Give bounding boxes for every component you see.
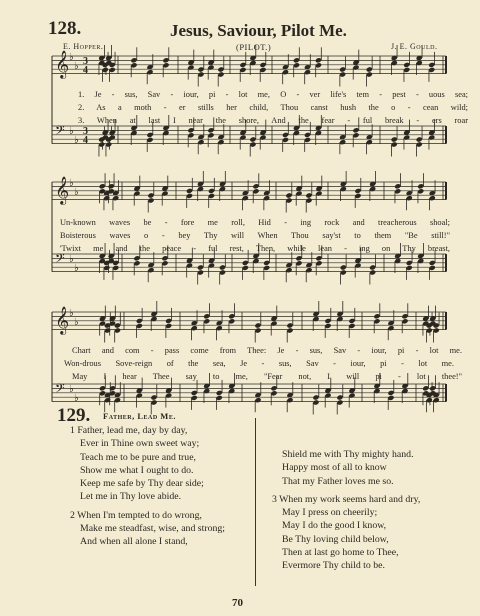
stanza-line: 1 Father, lead me, day by day, xyxy=(70,425,188,436)
bass-clef-icon: 𝄢 xyxy=(55,123,65,141)
author-credit: E. Hopper. xyxy=(63,42,104,51)
bass-clef-icon: 𝄢 xyxy=(55,381,65,399)
stanza-line: Happy most of all to know xyxy=(282,462,387,474)
time-signature: 3 xyxy=(83,56,88,67)
flat-icon: ♭ xyxy=(69,52,74,63)
lyric-line: Boisterous waves o - bey Thy will When Thou say'st to them "Be still!" xyxy=(60,231,450,240)
column-divider xyxy=(255,418,256,586)
stanza-line: Show me what I ought to do. xyxy=(80,464,194,476)
stanza-line: 2 When I'm tempted to do wrong, xyxy=(70,509,202,521)
flat-icon: ♭ xyxy=(69,254,74,265)
flat-icon: ♭ xyxy=(74,317,79,328)
hymn-129-left-column xyxy=(70,424,225,549)
treble-clef-icon: 𝄞 xyxy=(55,176,70,204)
stanza-line: Make me steadfast, wise, and strong; xyxy=(80,523,226,535)
lyric-line: 2. As a moth - er stills her child, Thou canst hush the o - cean wild; xyxy=(78,103,468,112)
stanza-line: Then at last go home to Thee, xyxy=(282,547,399,559)
hymn-129-number: 129. xyxy=(57,405,91,426)
treble-clef-icon: 𝄞 xyxy=(55,306,70,334)
flat-icon: ♭ xyxy=(69,178,74,189)
treble-clef-icon: 𝄞 xyxy=(55,50,70,78)
stanza-line: That my Father loves me so. xyxy=(282,475,394,487)
lyric-line: 'Twixt me and the peace - ful rest, Then, while lean - ing on Thy breast, xyxy=(60,244,450,253)
flat-icon: ♭ xyxy=(74,393,79,404)
lyric-line: 3. When at last I near the shore, And the fear - ful break - ers roar xyxy=(78,116,468,125)
stanza-line: Let me in Thy love abide. xyxy=(80,491,182,503)
time-signature: 4 xyxy=(83,135,88,146)
stanza-line: 3 When my work seems hard and dry, xyxy=(272,493,421,505)
stanza-line: Teach me to be pure and true, xyxy=(80,451,197,463)
flat-icon: ♭ xyxy=(74,135,79,146)
tune-name: (PILOT.) xyxy=(236,42,272,52)
hymn-129-title: Father, Lead Me. xyxy=(103,411,176,421)
composer-credit: J. E. Gould. xyxy=(391,42,438,51)
stanza-line: Evermore Thy child to be. xyxy=(282,560,385,572)
lyric-line: May I hear Thee say to me, "Fear not, I will pi - lot thee!" xyxy=(72,372,462,381)
lyric-line: Un-known waves be - fore me roll, Hid - ing rock and treacherous shoal; xyxy=(60,218,450,227)
stanza-line: And when all alone I stand, xyxy=(80,536,188,548)
stanza-line: Keep me safe by Thy dear side; xyxy=(80,478,204,490)
time-signature: 3 xyxy=(83,126,88,137)
time-signature: 4 xyxy=(83,65,88,76)
flat-icon: ♭ xyxy=(69,126,74,137)
lyric-line: Chart and com - pass come from Thee: Je - sus, Sav - iour, pi - lot me. xyxy=(72,346,462,355)
hymn-129-right-column xyxy=(272,448,420,573)
flat-icon: ♭ xyxy=(74,61,79,72)
hymn-title: Jesus, Saviour, Pilot Me. xyxy=(170,21,347,40)
flat-icon: ♭ xyxy=(69,384,74,395)
stanza-line: Ever in Thine own sweet way; xyxy=(80,438,200,450)
stanza-line: May I do the good I know, xyxy=(282,520,387,532)
stanza-line: Be Thy loving child below, xyxy=(282,533,389,545)
page-number: 70 xyxy=(232,597,243,609)
flat-icon: ♭ xyxy=(74,263,79,274)
flat-icon: ♭ xyxy=(74,187,79,198)
stanza-line: May I press on cheerily; xyxy=(282,507,378,519)
lyric-line: Won-drous Sove-reign of the sea, Je - sus, Sav - iour, pi - lot me. xyxy=(64,359,454,368)
stanza-line: Shield me with Thy mighty hand. xyxy=(282,449,414,460)
lyric-line: 1. Je - sus, Sav - iour, pi - lot me, O - ver life's tem - pest - uous sea; xyxy=(78,90,468,99)
bass-clef-icon: 𝄢 xyxy=(55,251,65,269)
hymn-number: 128. xyxy=(48,18,82,39)
flat-icon: ♭ xyxy=(69,308,74,319)
